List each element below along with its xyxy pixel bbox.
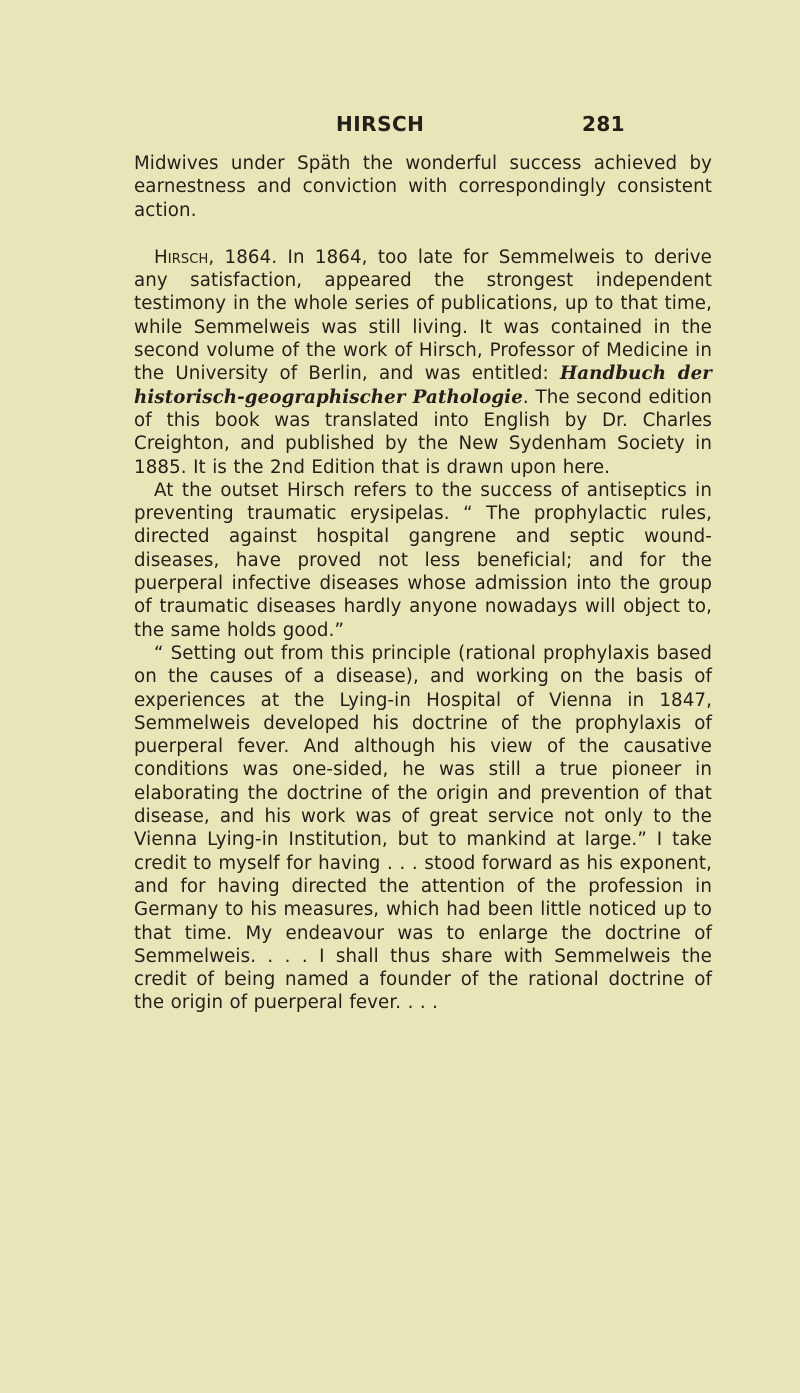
paragraph-2-italic-title: Handbuch der historisch-geographischer Pathologie [134,363,712,408]
paragraph-2 [134,246,712,479]
running-head: HIRSCH [336,112,425,136]
page-header [200,112,800,142]
paragraph-2-tail: . The second edition of this book was translated into English by Dr. Charles Creighton, and published by the New Sydenham Society in 1885. It is the 2nd Edition that is drawn upon here. [134,386,713,478]
paragraph-2-lead-rest: , 1864. In 1864, too late for Semmelweis to derive any satisfaction, appeared the strongest independent testimony in the whole series of publications, up to that time, while Semmelweis was still living. It was contained in the second volume of the work of Hirsch, Professor of Medicine in the University of Berlin, and was entitled: [134,246,712,385]
page-body [134,152,712,1015]
paragraph-3: At the outset Hirsch refers to the success of antiseptics in preventing traumatic erysipelas. “ The prophylactic rules, directed against hospital gangrene and septic wound-diseases, have proved not less beneficial; and for the puerperal infective diseases whose admission into the group of traumatic diseases hardly anyone nowadays will object to, the same holds good.” [134,479,712,641]
paragraph-1: Midwives under Späth the wonderful success achieved by earnestness and conviction with correspondingly consistent action. [134,153,712,221]
page-number: 281 [582,112,625,136]
paragraph-4: “ Setting out from this principle (rational prophylaxis based on the causes of a disease), and working on the basis of experiences at the Lying-in Hospital of Vienna in 1847, Semmelweis developed his doctrine of the prophylaxis of puerperal fever. And although his view of the causative conditions was one-sided, he was still a true pioneer in elaborating the doctrine of the origin and prevention of that disease, and his work was of great service not only to the Vienna Lying-in Institution, but to mankind at large.” I take credit to myself for having . . . stood forward as his exponent, and for having directed the attention of the profession in Germany to his measures, which had been little noticed up to that time. My endeavour was to enlarge the doctrine of Semmelweis. . . . I shall thus share with Semmelweis the credit of being named a founder of the rational doctrine of the origin of puerperal fever. . . . [134,642,712,1014]
paragraph-2-lead-smallcaps: Hirsch [154,246,209,268]
